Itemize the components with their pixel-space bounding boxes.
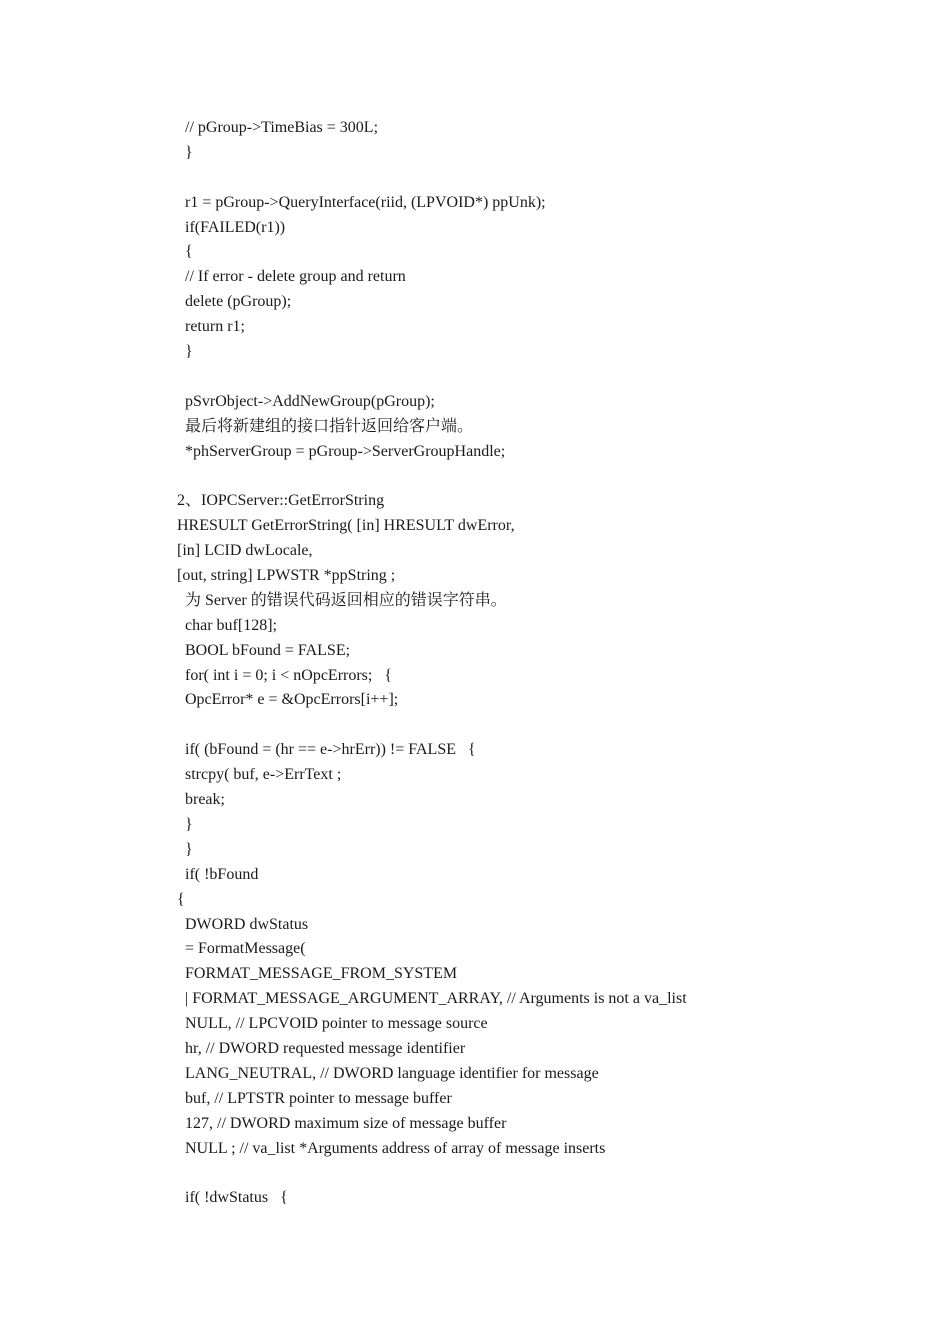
code-line: delete (pGroup); — [185, 293, 292, 311]
code-line: 最后将新建组的接口指针返回给客户端。 — [185, 417, 474, 435]
code-line: } — [185, 840, 193, 858]
code-line: break; — [185, 791, 225, 809]
code-line: LANG_NEUTRAL, // DWORD language identifier for message — [185, 1064, 599, 1082]
code-line: 2、IOPCServer::GetErrorString — [177, 492, 385, 510]
blank-line — [177, 1161, 917, 1186]
code-line: if( (bFound = (hr == e->hrErr)) != FALSE { — [185, 741, 476, 759]
code-line: 为 Server 的错误代码返回相应的错误字符串。 — [185, 591, 507, 609]
code-line: [out, string] LPWSTR *ppString ; — [177, 567, 396, 585]
code-line: if( !bFound — [185, 865, 259, 883]
code-listing — [177, 116, 917, 1211]
code-line: strcpy( buf, e->ErrText ; — [185, 766, 342, 784]
code-line: char buf[128]; — [185, 616, 277, 634]
code-line: } — [185, 815, 193, 833]
code-line: *phServerGroup = pGroup->ServerGroupHandle; — [185, 442, 506, 460]
code-line: { — [177, 890, 185, 908]
code-line: pSvrObject->AddNewGroup(pGroup); — [185, 392, 435, 410]
code-line: NULL ; // va_list *Arguments address of array of message inserts — [185, 1139, 606, 1157]
blank-line — [177, 713, 917, 738]
code-line: buf, // LPTSTR pointer to message buffer — [185, 1089, 452, 1107]
code-line: BOOL bFound = FALSE; — [185, 641, 351, 659]
blank-line — [177, 365, 917, 390]
code-line: if(FAILED(r1)) — [185, 218, 286, 236]
code-line: HRESULT GetErrorString( [in] HRESULT dwError, — [177, 517, 515, 535]
code-line: } — [185, 343, 193, 361]
code-line: [in] LCID dwLocale, — [177, 542, 313, 560]
code-line: DWORD dwStatus — [185, 915, 309, 933]
code-line: FORMAT_MESSAGE_FROM_SYSTEM — [185, 965, 458, 983]
code-line: 127, // DWORD maximum size of message buffer — [185, 1114, 507, 1132]
code-line: // If error - delete group and return — [185, 268, 406, 286]
code-line: = FormatMessage( — [185, 940, 306, 958]
code-line: // pGroup->TimeBias = 300L; — [185, 119, 379, 136]
code-line: for( int i = 0; i < nOpcErrors; { — [185, 666, 393, 684]
code-line: if( !dwStatus { — [185, 1189, 288, 1207]
code-line: r1 = pGroup->QueryInterface(riid, (LPVOID*) ppUnk); — [185, 193, 546, 211]
code-line: OpcError* e = &OpcErrors[i++]; — [185, 691, 399, 709]
code-line: } — [185, 143, 193, 161]
code-line: | FORMAT_MESSAGE_ARGUMENT_ARRAY, // Arguments is not a va_list — [185, 990, 687, 1008]
blank-line — [177, 166, 917, 191]
blank-line — [177, 464, 917, 489]
code-line: NULL, // LPCVOID pointer to message source — [185, 1015, 488, 1033]
code-line: hr, // DWORD requested message identifier — [185, 1039, 466, 1057]
code-line: return r1; — [185, 318, 245, 336]
code-line: { — [185, 243, 193, 261]
